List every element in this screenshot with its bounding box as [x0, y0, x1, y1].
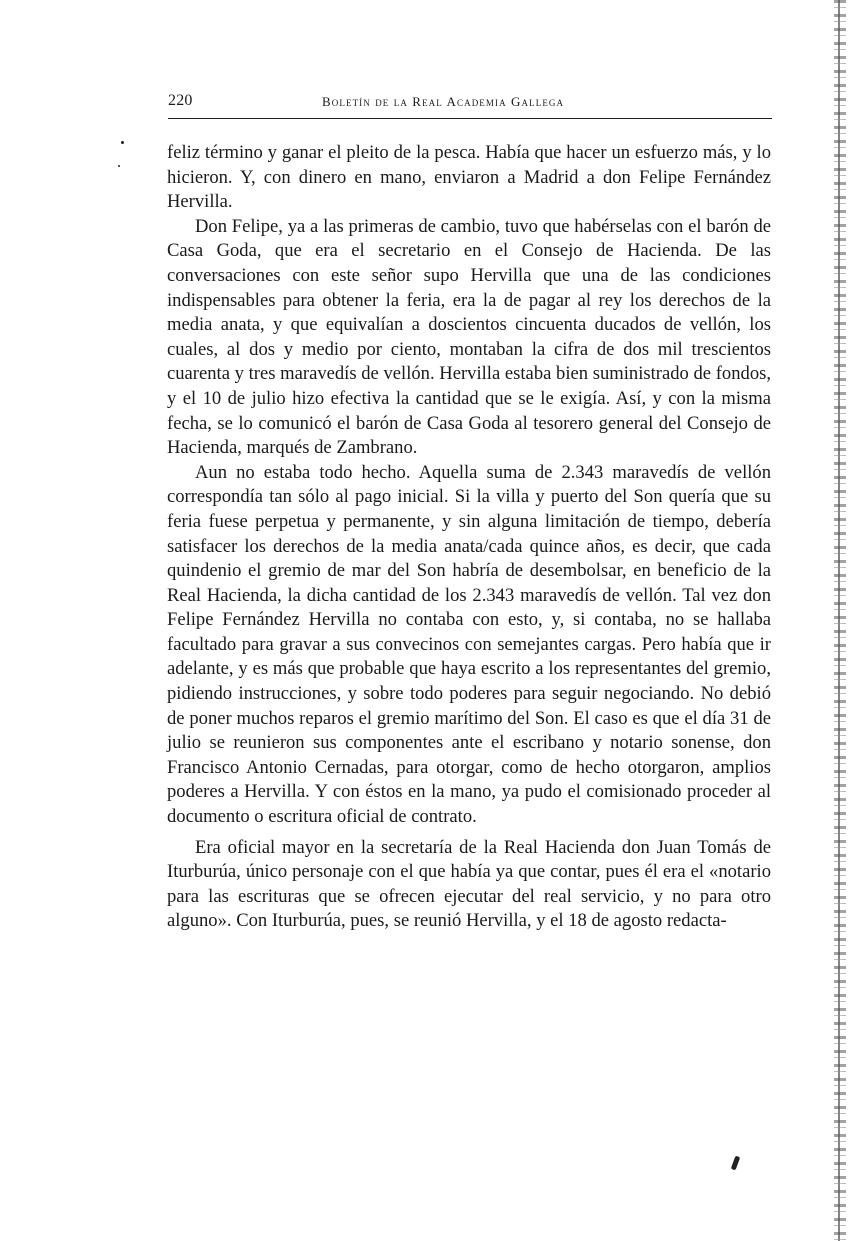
paragraph-1: feliz término y ganar el pleito de la pesca. Había que hacer un esfuerzo más, y lo hicieron. Y, con dinero en mano, enviaron a Madrid a don Felipe Fernández Hervilla. [167, 142, 771, 213]
paragraph-4: Era oficial mayor en la secretaría de la Real Hacienda don Juan Tomás de Iturburúa, único personaje con el que había ya que contar, pues él era el «notario para las escrituras que se ofrecen ejecutar del real servicio, y no para otro alguno». Con Iturburúa, pues, se reunió Hervilla, y el 18 de agosto redacta- [167, 836, 771, 932]
body-text [167, 141, 771, 934]
page-header [168, 90, 772, 119]
ink-mark [731, 1156, 740, 1171]
scan-speck [121, 141, 124, 144]
scan-speck [118, 165, 120, 167]
scan-edge-noise [834, 0, 846, 1241]
paragraph-2: Don Felipe, ya a las primeras de cambio, tuvo que habérselas con el barón de Casa Goda, que era el secretario en el Consejo de Hacienda. De las conversaciones con este señor supo Hervilla que una de las condiciones indispensables para obtener la feria, era la de pagar al rey los derechos de la media anata, y que equivalían a doscientos cincuenta ducados de vellón, los cuales, al dos y medio por ciento, montaban la cifra de dos mil trescientos cuarenta y tres maravedís de vellón. Hervilla estaba bien suministrado de fondos, y el 10 de julio hizo efectiva la cantidad que se le exigía. Así, y con la misma fecha, se lo comunicó el barón de Casa Goda al tesorero general del Consejo de Hacienda, marqués de Zambrano. [167, 215, 771, 459]
page-number: 220 [168, 92, 193, 109]
paragraph-3: Aun no estaba todo hecho. Aquella suma de 2.343 maravedís de vellón correspondía tan sólo al pago inicial. Si la villa y puerto del Son quería que su feria fuese perpetua y permanente, y sin alguna limitación de tiempo, debería satisfacer los derechos de la media anata/cada quince años, es decir, que cada quindenio el gremio de mar del Son habría de desembolsar, en beneficio de la Real Hacienda, la dicha cantidad de los 2.343 maravedís de vellón. Tal vez don Felipe Fernández Hervilla no contaba con esto, y, si contaba, no se hallaba facultado para gravar a sus convecinos con semejantes cargas. Pero había que ir adelante, y es más que probable que haya escrito a los representantes del gremio, pidiendo instrucciones, y sobre todo poderes para seguir negociando. No debió de poner muchos reparos el gremio marítimo del Son. El caso es que el día 31 de julio se reunieron sus componentes ante el escribano y notario sonense, don Francisco Antonio Cernadas, para otorgar, como de hecho otorgaron, amplios poderes a Hervilla. Y con éstos en la mano, ya pudo el comisionado proceder al documento o escritura oficial de contrato. [167, 461, 771, 828]
running-title: Boletín de la Real Academia Gallega [322, 94, 565, 109]
